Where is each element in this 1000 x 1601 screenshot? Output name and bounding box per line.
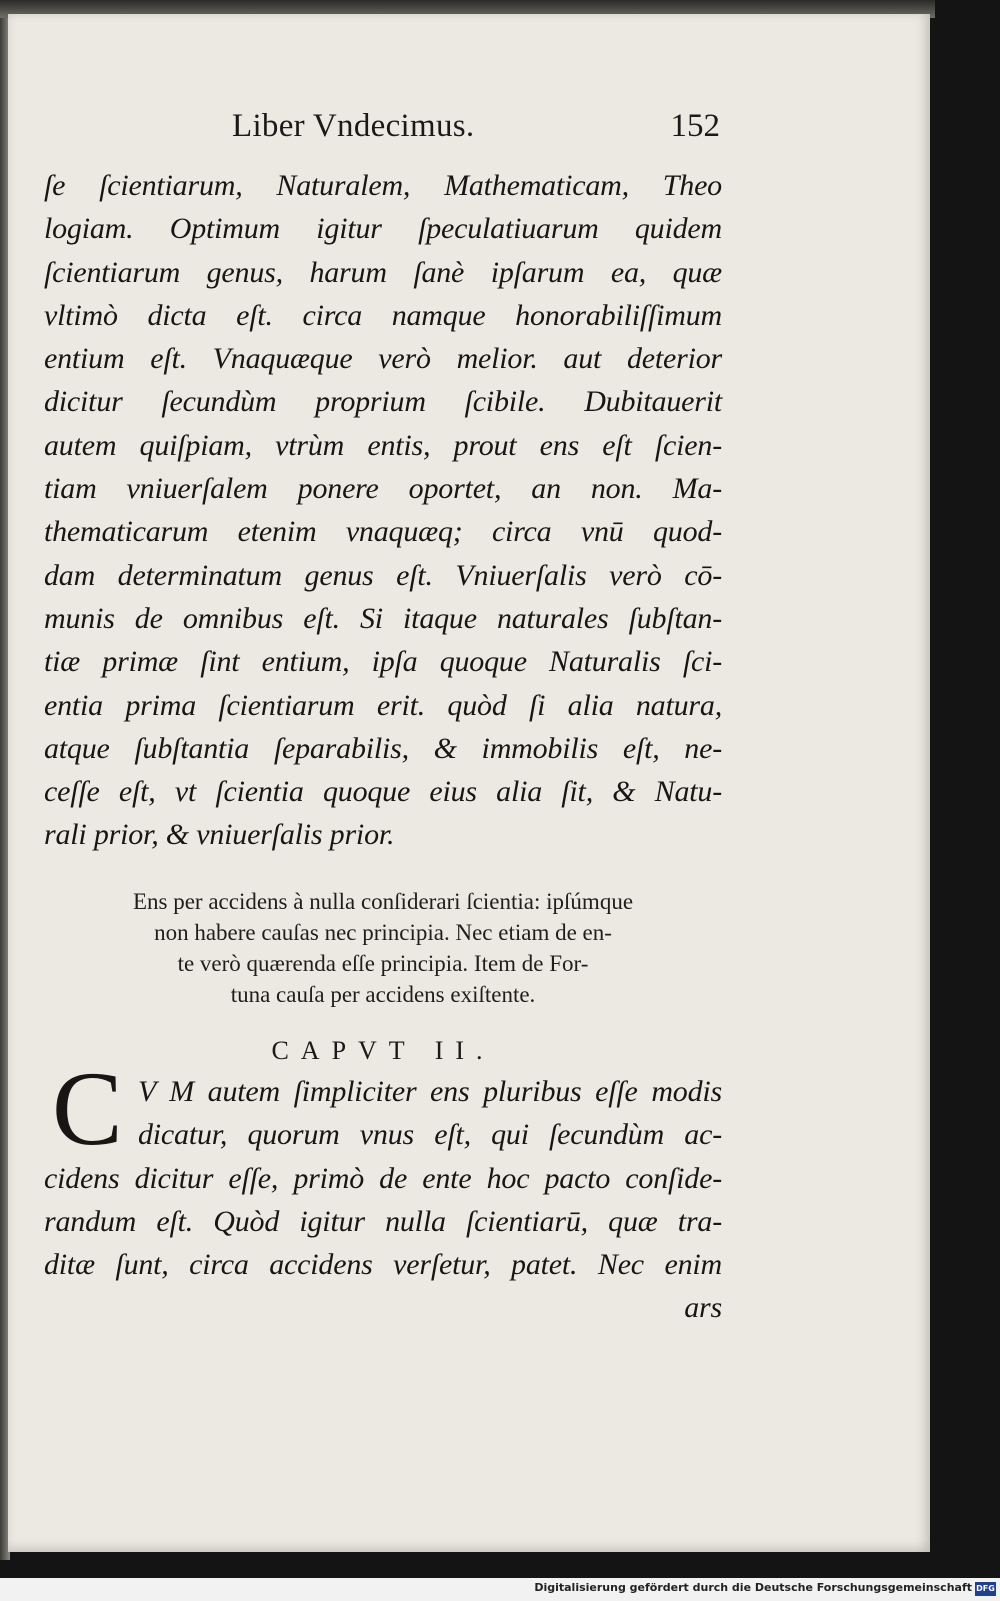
- text-line: ſcientiarum genus, harum ſanè ipſarum ea, quæ: [44, 255, 722, 289]
- chapter-heading: CAPVT II.: [271, 1036, 495, 1065]
- text-line: munis de omnibus eſt. Si itaque naturales ſubſtan-: [44, 601, 722, 635]
- text-line: atque ſubſtantia ſeparabilis, & immobilis eſt, ne-: [44, 731, 722, 765]
- text-line: ditæ ſunt, circa accidens verſetur, patet. Nec enim: [44, 1248, 722, 1282]
- chapter-summary: [44, 886, 722, 1010]
- funding-note: Digitalisierung gefördert durch die Deutsche Forschungsgemeinschaft: [534, 1581, 972, 1594]
- text-line: vltimò dicta eſt. circa namque honorabiliſſimum: [44, 298, 722, 332]
- text-line: logiam. Optimum igitur ſpeculatiuarum quidem: [44, 212, 722, 246]
- book-page: [8, 14, 930, 1552]
- text-line: ceſſe eſt, vt ſcientia quoque eius alia ſit, & Natu-: [44, 775, 722, 809]
- text-line: dicitur ſecundùm proprium ſcibile. Dubitauerit: [44, 385, 722, 419]
- text-line: dam determinatum genus eſt. Vniuerſalis verò cō-: [44, 558, 722, 592]
- summary-line: non habere cauſas nec principia. Nec etiam de en-: [154, 920, 612, 945]
- text-line: autem quiſpiam, vtrùm entis, prout ens eſt ſcien-: [44, 428, 722, 462]
- text-line: entia prima ſcientiarum erit. quòd ſi alia natura,: [44, 688, 722, 722]
- text-line: V M autem ſimpliciter ens pluribus eſſe modis: [138, 1075, 722, 1108]
- text-line: thematicarum etenim vnaquæq; circa vnū quod-: [44, 515, 722, 549]
- text-line: tiæ primæ ſint entium, ipſa quoque Naturalis ſci-: [44, 645, 722, 679]
- chapter-text: [44, 1070, 722, 1330]
- text-line: cidens dicitur eſſe, primò de ente hoc pacto conſide-: [44, 1161, 722, 1195]
- page-header: [48, 94, 720, 146]
- text-line: entium eſt. Vnaquæque verò melior. aut deterior: [44, 342, 722, 376]
- catchword: ars: [684, 1291, 722, 1325]
- dfg-logo: DFG: [975, 1582, 996, 1596]
- running-title: Liber Vndecimus.: [232, 108, 475, 144]
- summary-line: Ens per accidens à nulla conſiderari ſcientia: ipſúmque: [132, 889, 634, 914]
- text-line: ſe ſcientiarum, Naturalem, Mathematicam, Theo: [44, 169, 722, 202]
- footer-bar: [0, 1578, 1000, 1601]
- text-line: rali prior, & vniuerſalis prior.: [44, 818, 395, 852]
- text-line: tiam vniuerſalem ponere oportet, an non. Ma-: [44, 472, 722, 506]
- main-text: [44, 164, 722, 857]
- text-line: dicatur, quorum vnus eſt, qui ſecundùm ac-: [138, 1118, 722, 1152]
- summary-line: tuna cauſa per accidens exiſtente.: [230, 982, 536, 1007]
- drop-cap: C: [52, 1050, 123, 1167]
- page-number: 152: [670, 108, 720, 144]
- summary-line: te verò quærenda eſſe principia. Item de For-: [177, 951, 589, 976]
- text-line: randum eſt. Quòd igitur nulla ſcientiarū, quæ tra-: [44, 1204, 722, 1238]
